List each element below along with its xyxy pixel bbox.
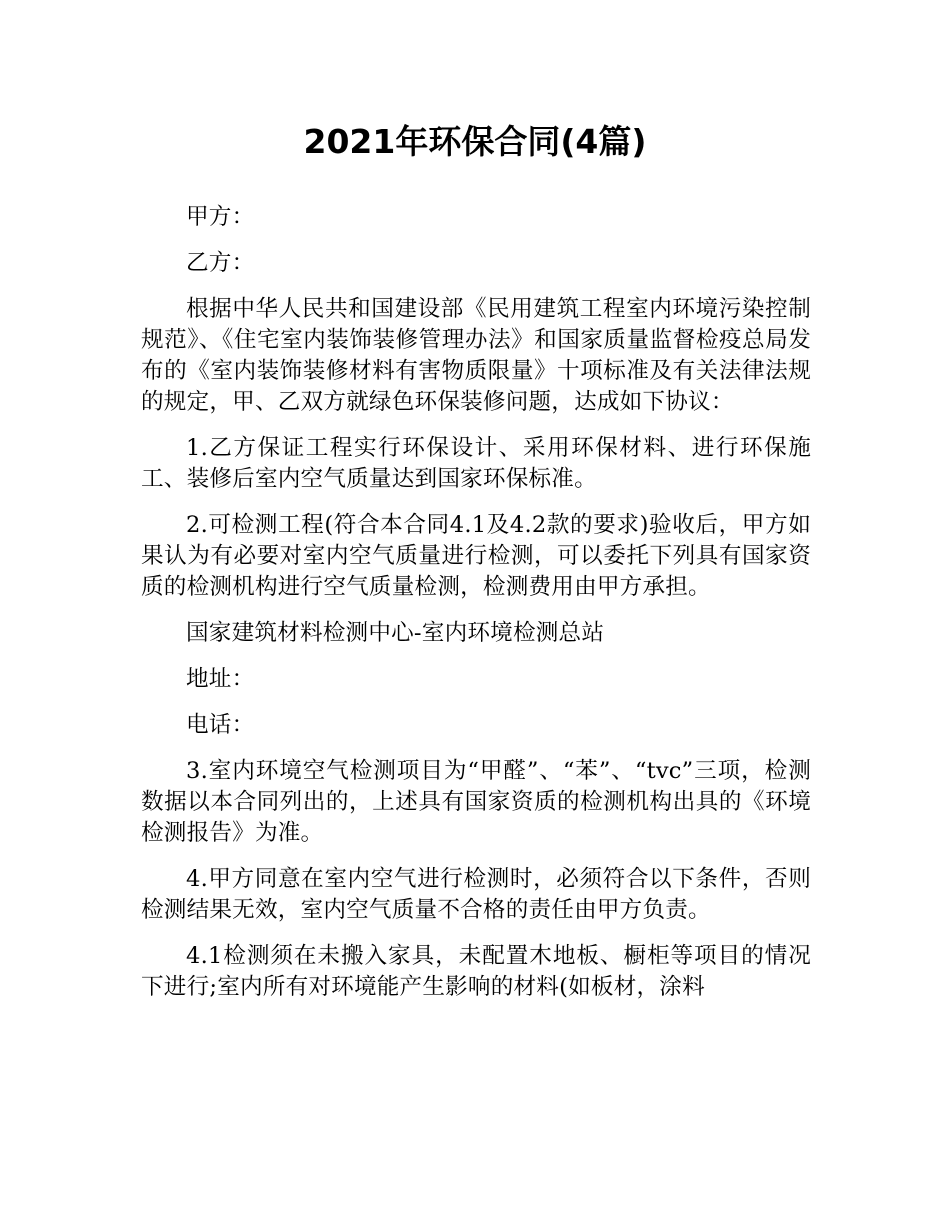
testing-agency-name: 国家建筑材料检测中心-室内环境检测总站 [186,620,605,646]
agency-phone-line: 电话： [186,712,255,738]
party-a-line: 甲方： [186,204,255,230]
agency-address-line: 地址： [186,666,255,692]
clause-1: 1.乙方保证工程实行环保设计、采用环保材料、进行环保施工、装修后室内空气质量达到国家环保标准。 [141,435,811,492]
party-b-line: 乙方： [186,250,255,276]
preamble-paragraph: 根据中华人民共和国建设部《民用建筑工程室内环境污染控制规范》、《住宅室内装饰装修管理办法》和国家质量监督检疫总局发布的《室内装饰装修材料有害物质限量》十项标准及有关法律法规的规定，甲、乙双方就绿色环保装修问题，达成如下协议： [141,296,811,415]
clause-4-1: 4.1检测须在未搬入家具，未配置木地板、橱柜等项目的情况下进行;室内所有对环境能产生影响的材料(如板材，涂料 [141,943,811,1000]
clause-3: 3.室内环境空气检测项目为“甲醛”、“苯”、“tvc”三项，检测数据以本合同列出的，上述具有国家资质的检测机构出具的《环境检测报告》为准。 [141,758,811,846]
clause-4: 4.甲方同意在室内空气进行检测时，必须符合以下条件，否则检测结果无效，室内空气质量不合格的责任由甲方负责。 [141,866,811,923]
clause-2: 2.可检测工程(符合本合同4.1及4.2款的要求)验收后，甲方如果认为有必要对室内空气质量进行检测，可以委托下列具有国家资质的检测机构进行空气质量检测，检测费用由甲方承担。 [141,512,811,600]
document-body [141,202,811,1018]
document-title: 2021年环保合同(4篇) [303,122,647,161]
